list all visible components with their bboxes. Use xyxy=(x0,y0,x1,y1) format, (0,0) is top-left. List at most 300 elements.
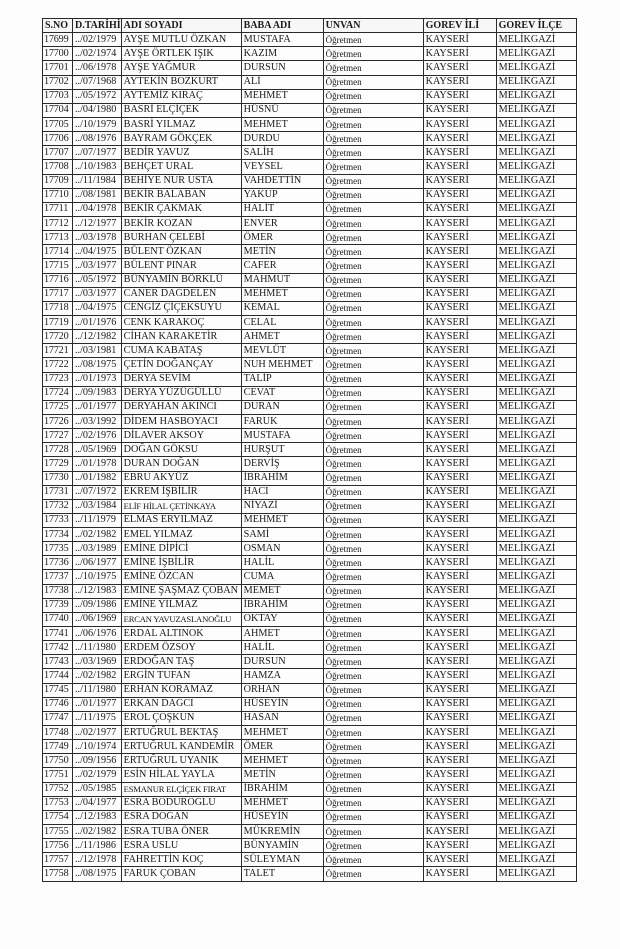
cell-title: Öğretmen xyxy=(323,89,423,103)
table-row xyxy=(43,372,577,386)
cell-province: KAYSERİ xyxy=(423,726,496,740)
cell-father-name: CAFER xyxy=(241,259,323,273)
cell-father-name: MEHMET xyxy=(241,754,323,768)
cell-sno: 17715 xyxy=(43,259,73,273)
cell-birth-date: ../08/1975 xyxy=(73,358,122,372)
cell-full-name: BEKİR KOZAN xyxy=(121,216,241,230)
cell-district: MELİKGAZİ xyxy=(496,726,576,740)
cell-sno: 17721 xyxy=(43,344,73,358)
cell-sno: 17727 xyxy=(43,429,73,443)
table-row xyxy=(43,89,577,103)
cell-district: MELİKGAZİ xyxy=(496,301,576,315)
cell-title: Öğretmen xyxy=(323,754,423,768)
cell-district: MELİKGAZİ xyxy=(496,528,576,542)
cell-father-name: İBRAHİM xyxy=(241,782,323,796)
cell-province: KAYSERİ xyxy=(423,768,496,782)
cell-birth-date: ../03/1978 xyxy=(73,231,122,245)
cell-district: MELİKGAZİ xyxy=(496,188,576,202)
cell-birth-date: ../05/1985 xyxy=(73,782,122,796)
cell-father-name: DURDU xyxy=(241,132,323,146)
cell-title: Öğretmen xyxy=(323,47,423,61)
cell-birth-date: ../12/1977 xyxy=(73,216,122,230)
table-row xyxy=(43,556,577,570)
cell-district: MELİKGAZİ xyxy=(496,655,576,669)
cell-full-name: BEKİR ÇAKMAK xyxy=(121,202,241,216)
cell-birth-date: ../04/1975 xyxy=(73,245,122,259)
cell-province: KAYSERİ xyxy=(423,598,496,612)
cell-birth-date: ../05/1972 xyxy=(73,89,122,103)
cell-title: Öğretmen xyxy=(323,598,423,612)
cell-birth-date: ../02/1982 xyxy=(73,669,122,683)
cell-father-name: MEHMET xyxy=(241,117,323,131)
table-row xyxy=(43,358,577,372)
cell-title: Öğretmen xyxy=(323,669,423,683)
cell-father-name: MEHMET xyxy=(241,287,323,301)
cell-father-name: MEHMET xyxy=(241,726,323,740)
cell-birth-date: ../11/1980 xyxy=(73,683,122,697)
cell-father-name: HALİL xyxy=(241,641,323,655)
cell-full-name: AYŞE MUTLU ÖZKAN xyxy=(121,33,241,47)
cell-full-name: BEKİR BALABAN xyxy=(121,188,241,202)
cell-title: Öğretmen xyxy=(323,202,423,216)
cell-father-name: DURAN xyxy=(241,400,323,414)
cell-sno: 17745 xyxy=(43,683,73,697)
cell-full-name: BÜLENT ÖZKAN xyxy=(121,245,241,259)
table-row xyxy=(43,683,577,697)
cell-father-name: MUSTAFA xyxy=(241,429,323,443)
cell-birth-date: ../12/1983 xyxy=(73,810,122,824)
cell-province: KAYSERİ xyxy=(423,825,496,839)
cell-province: KAYSERİ xyxy=(423,542,496,556)
cell-full-name: ERCAN YAVUZASLANOĞLU xyxy=(121,612,241,626)
cell-birth-date: ../06/1969 xyxy=(73,612,122,626)
cell-title: Öğretmen xyxy=(323,556,423,570)
cell-birth-date: ../06/1976 xyxy=(73,627,122,641)
cell-district: MELİKGAZİ xyxy=(496,245,576,259)
cell-title: Öğretmen xyxy=(323,245,423,259)
cell-district: MELİKGAZİ xyxy=(496,641,576,655)
table-row xyxy=(43,598,577,612)
cell-province: KAYSERİ xyxy=(423,584,496,598)
cell-province: KAYSERİ xyxy=(423,697,496,711)
cell-title: Öğretmen xyxy=(323,627,423,641)
cell-father-name: HALİL xyxy=(241,556,323,570)
cell-title: Öğretmen xyxy=(323,513,423,527)
table-row xyxy=(43,485,577,499)
cell-father-name: HÜSEYİN xyxy=(241,810,323,824)
cell-father-name: DURSUN xyxy=(241,61,323,75)
cell-sno: 17705 xyxy=(43,117,73,131)
table-row xyxy=(43,853,577,867)
cell-father-name: CELAL xyxy=(241,315,323,329)
cell-district: MELİKGAZİ xyxy=(496,358,576,372)
table-row xyxy=(43,584,577,598)
cell-father-name: VAHDETTİN xyxy=(241,174,323,188)
cell-district: MELİKGAZİ xyxy=(496,471,576,485)
cell-province: KAYSERİ xyxy=(423,641,496,655)
cell-district: MELİKGAZİ xyxy=(496,202,576,216)
cell-province: KAYSERİ xyxy=(423,400,496,414)
header-province: GOREV İLİ xyxy=(423,19,496,33)
cell-district: MELİKGAZİ xyxy=(496,132,576,146)
cell-full-name: ESRA BODUROĞLU xyxy=(121,796,241,810)
cell-district: MELİKGAZİ xyxy=(496,853,576,867)
cell-district: MELİKGAZİ xyxy=(496,839,576,853)
cell-full-name: CENGİZ ÇİÇEKSUYU xyxy=(121,301,241,315)
cell-sno: 17700 xyxy=(43,47,73,61)
cell-father-name: AHMET xyxy=(241,330,323,344)
cell-district: MELİKGAZİ xyxy=(496,400,576,414)
cell-father-name: NUH MEHMET xyxy=(241,358,323,372)
cell-father-name: SAMİ xyxy=(241,528,323,542)
cell-full-name: FAHRETTİN KOÇ xyxy=(121,853,241,867)
cell-title: Öğretmen xyxy=(323,344,423,358)
cell-sno: 17752 xyxy=(43,782,73,796)
cell-district: MELİKGAZİ xyxy=(496,287,576,301)
cell-father-name: ALİ xyxy=(241,75,323,89)
cell-province: KAYSERİ xyxy=(423,89,496,103)
cell-title: Öğretmen xyxy=(323,330,423,344)
table-body xyxy=(43,33,577,881)
table-row xyxy=(43,315,577,329)
cell-title: Öğretmen xyxy=(323,782,423,796)
cell-full-name: FARUK ÇOBAN xyxy=(121,867,241,881)
cell-district: MELİKGAZİ xyxy=(496,697,576,711)
cell-father-name: AHMET xyxy=(241,627,323,641)
cell-province: KAYSERİ xyxy=(423,245,496,259)
header-title: UNVAN xyxy=(323,19,423,33)
table-row xyxy=(43,245,577,259)
cell-title: Öğretmen xyxy=(323,711,423,725)
cell-sno: 17726 xyxy=(43,414,73,428)
cell-title: Öğretmen xyxy=(323,796,423,810)
cell-title: Öğretmen xyxy=(323,429,423,443)
cell-father-name: YAKUP xyxy=(241,188,323,202)
table-row xyxy=(43,542,577,556)
cell-father-name: OKTAY xyxy=(241,612,323,626)
cell-sno: 17716 xyxy=(43,273,73,287)
cell-sno: 17734 xyxy=(43,528,73,542)
cell-sno: 17723 xyxy=(43,372,73,386)
cell-father-name: HÜSEYİN xyxy=(241,697,323,711)
cell-father-name: İBRAHİM xyxy=(241,471,323,485)
cell-father-name: ÖMER xyxy=(241,231,323,245)
cell-sno: 17747 xyxy=(43,711,73,725)
cell-father-name: HALİT xyxy=(241,202,323,216)
table-row xyxy=(43,160,577,174)
cell-province: KAYSERİ xyxy=(423,202,496,216)
personnel-table xyxy=(42,18,577,882)
cell-full-name: CİHAN KARAKETİR xyxy=(121,330,241,344)
cell-full-name: EBRU AKYÜZ xyxy=(121,471,241,485)
cell-district: MELİKGAZİ xyxy=(496,754,576,768)
cell-sno: 17717 xyxy=(43,287,73,301)
cell-province: KAYSERİ xyxy=(423,471,496,485)
cell-full-name: CENK KARAKOÇ xyxy=(121,315,241,329)
cell-title: Öğretmen xyxy=(323,471,423,485)
cell-title: Öğretmen xyxy=(323,231,423,245)
cell-father-name: ENVER xyxy=(241,216,323,230)
cell-district: MELİKGAZİ xyxy=(496,174,576,188)
cell-sno: 17733 xyxy=(43,513,73,527)
table-row xyxy=(43,330,577,344)
cell-sno: 17709 xyxy=(43,174,73,188)
cell-father-name: HÜSNÜ xyxy=(241,103,323,117)
cell-province: KAYSERİ xyxy=(423,867,496,881)
cell-district: MELİKGAZİ xyxy=(496,810,576,824)
cell-full-name: EKREM İŞBİLİR xyxy=(121,485,241,499)
cell-birth-date: ../05/1969 xyxy=(73,443,122,457)
cell-birth-date: ../03/1984 xyxy=(73,499,122,513)
cell-father-name: NİYAZİ xyxy=(241,499,323,513)
cell-birth-date: ../12/1978 xyxy=(73,853,122,867)
cell-district: MELİKGAZİ xyxy=(496,61,576,75)
header-sno: S.NO xyxy=(43,19,73,33)
cell-father-name: CEVAT xyxy=(241,386,323,400)
cell-father-name: MAHMUT xyxy=(241,273,323,287)
cell-district: MELİKGAZİ xyxy=(496,612,576,626)
cell-father-name: HURŞUT xyxy=(241,443,323,457)
cell-province: KAYSERİ xyxy=(423,174,496,188)
cell-full-name: DOĞAN GÖKSU xyxy=(121,443,241,457)
cell-full-name: ERDAL ALTINOK xyxy=(121,627,241,641)
cell-province: KAYSERİ xyxy=(423,386,496,400)
cell-birth-date: ../07/1972 xyxy=(73,485,122,499)
cell-province: KAYSERİ xyxy=(423,796,496,810)
cell-sno: 17756 xyxy=(43,839,73,853)
cell-father-name: ORHAN xyxy=(241,683,323,697)
table-row xyxy=(43,202,577,216)
cell-district: MELİKGAZİ xyxy=(496,669,576,683)
cell-sno: 17724 xyxy=(43,386,73,400)
cell-province: KAYSERİ xyxy=(423,188,496,202)
cell-province: KAYSERİ xyxy=(423,627,496,641)
cell-title: Öğretmen xyxy=(323,655,423,669)
cell-sno: 17710 xyxy=(43,188,73,202)
cell-birth-date: ../01/1977 xyxy=(73,697,122,711)
cell-full-name: EMEL YILMAZ xyxy=(121,528,241,542)
table-row xyxy=(43,287,577,301)
cell-title: Öğretmen xyxy=(323,726,423,740)
cell-sno: 17754 xyxy=(43,810,73,824)
cell-sno: 17737 xyxy=(43,570,73,584)
cell-birth-date: ../08/1981 xyxy=(73,188,122,202)
table-row xyxy=(43,231,577,245)
table-row xyxy=(43,839,577,853)
table-row xyxy=(43,655,577,669)
cell-province: KAYSERİ xyxy=(423,429,496,443)
cell-full-name: CANER DAĞDELEN xyxy=(121,287,241,301)
cell-father-name: KAZIM xyxy=(241,47,323,61)
cell-title: Öğretmen xyxy=(323,740,423,754)
cell-title: Öğretmen xyxy=(323,499,423,513)
cell-birth-date: ../11/1986 xyxy=(73,839,122,853)
cell-province: KAYSERİ xyxy=(423,570,496,584)
cell-sno: 17711 xyxy=(43,202,73,216)
table-row xyxy=(43,711,577,725)
table-row xyxy=(43,259,577,273)
cell-province: KAYSERİ xyxy=(423,782,496,796)
cell-father-name: HAMZA xyxy=(241,669,323,683)
cell-sno: 17704 xyxy=(43,103,73,117)
cell-father-name: SÜLEYMAN xyxy=(241,853,323,867)
cell-district: MELİKGAZİ xyxy=(496,216,576,230)
cell-title: Öğretmen xyxy=(323,853,423,867)
cell-title: Öğretmen xyxy=(323,372,423,386)
cell-sno: 17743 xyxy=(43,655,73,669)
cell-province: KAYSERİ xyxy=(423,61,496,75)
cell-full-name: BEHÇET URAL xyxy=(121,160,241,174)
cell-province: KAYSERİ xyxy=(423,231,496,245)
table-row xyxy=(43,33,577,47)
cell-district: MELİKGAZİ xyxy=(496,47,576,61)
cell-full-name: AYTEMİZ KIRAÇ xyxy=(121,89,241,103)
cell-title: Öğretmen xyxy=(323,160,423,174)
cell-province: KAYSERİ xyxy=(423,330,496,344)
cell-sno: 17742 xyxy=(43,641,73,655)
cell-district: MELİKGAZİ xyxy=(496,867,576,881)
cell-father-name: SALİH xyxy=(241,146,323,160)
cell-full-name: ERKAN DAĞCI xyxy=(121,697,241,711)
cell-title: Öğretmen xyxy=(323,825,423,839)
cell-father-name: BÜNYAMİN xyxy=(241,839,323,853)
cell-province: KAYSERİ xyxy=(423,839,496,853)
cell-full-name: ERHAN KORAMAZ xyxy=(121,683,241,697)
cell-district: MELİKGAZİ xyxy=(496,570,576,584)
cell-title: Öğretmen xyxy=(323,443,423,457)
cell-sno: 17757 xyxy=(43,853,73,867)
cell-sno: 17725 xyxy=(43,400,73,414)
cell-birth-date: ../02/1979 xyxy=(73,768,122,782)
cell-full-name: DERYA SEVİM xyxy=(121,372,241,386)
cell-province: KAYSERİ xyxy=(423,146,496,160)
cell-province: KAYSERİ xyxy=(423,485,496,499)
cell-full-name: BURHAN ÇELEBİ xyxy=(121,231,241,245)
cell-full-name: ESRA USLU xyxy=(121,839,241,853)
cell-district: MELİKGAZİ xyxy=(496,146,576,160)
cell-title: Öğretmen xyxy=(323,132,423,146)
cell-full-name: AYTEKİN BOZKURT xyxy=(121,75,241,89)
cell-full-name: CUMA KABATAŞ xyxy=(121,344,241,358)
cell-title: Öğretmen xyxy=(323,358,423,372)
cell-birth-date: ../05/1972 xyxy=(73,273,122,287)
cell-father-name: TALET xyxy=(241,867,323,881)
cell-province: KAYSERİ xyxy=(423,528,496,542)
cell-sno: 17718 xyxy=(43,301,73,315)
cell-district: MELİKGAZİ xyxy=(496,259,576,273)
cell-birth-date: ../01/1977 xyxy=(73,400,122,414)
cell-father-name: DERVİŞ xyxy=(241,457,323,471)
cell-father-name: MEVLÜT xyxy=(241,344,323,358)
cell-full-name: ÇETİN DOĞANÇAY xyxy=(121,358,241,372)
cell-province: KAYSERİ xyxy=(423,372,496,386)
cell-province: KAYSERİ xyxy=(423,301,496,315)
cell-birth-date: ../10/1979 xyxy=(73,117,122,131)
cell-full-name: EMİNE ÖZCAN xyxy=(121,570,241,584)
cell-birth-date: ../10/1983 xyxy=(73,160,122,174)
cell-full-name: ERDOĞAN TAŞ xyxy=(121,655,241,669)
cell-title: Öğretmen xyxy=(323,146,423,160)
table-row xyxy=(43,301,577,315)
cell-full-name: EROL ÇOŞKUN xyxy=(121,711,241,725)
cell-full-name: BASRİ YILMAZ xyxy=(121,117,241,131)
cell-title: Öğretmen xyxy=(323,216,423,230)
table-row xyxy=(43,570,577,584)
cell-father-name: İBRAHİM xyxy=(241,598,323,612)
cell-sno: 17701 xyxy=(43,61,73,75)
cell-district: MELİKGAZİ xyxy=(496,273,576,287)
cell-birth-date: ../07/1968 xyxy=(73,75,122,89)
cell-province: KAYSERİ xyxy=(423,513,496,527)
cell-district: MELİKGAZİ xyxy=(496,429,576,443)
table-row xyxy=(43,457,577,471)
cell-province: KAYSERİ xyxy=(423,457,496,471)
table-row xyxy=(43,47,577,61)
cell-sno: 17739 xyxy=(43,598,73,612)
cell-province: KAYSERİ xyxy=(423,287,496,301)
cell-father-name: VEYSEL xyxy=(241,160,323,174)
cell-full-name: ERDEM ÖZSOY xyxy=(121,641,241,655)
cell-birth-date: ../01/1978 xyxy=(73,457,122,471)
table-row xyxy=(43,612,577,626)
table-row xyxy=(43,103,577,117)
cell-full-name: ERTUĞRUL UYANIK xyxy=(121,754,241,768)
table-row xyxy=(43,810,577,824)
cell-district: MELİKGAZİ xyxy=(496,315,576,329)
cell-birth-date: ../10/1975 xyxy=(73,570,122,584)
cell-district: MELİKGAZİ xyxy=(496,584,576,598)
cell-sno: 17712 xyxy=(43,216,73,230)
cell-district: MELİKGAZİ xyxy=(496,414,576,428)
cell-birth-date: ../04/1975 xyxy=(73,301,122,315)
cell-title: Öğretmen xyxy=(323,103,423,117)
table-row xyxy=(43,429,577,443)
cell-birth-date: ../02/1974 xyxy=(73,47,122,61)
table-row xyxy=(43,825,577,839)
table-row xyxy=(43,726,577,740)
cell-full-name: EMİNE İŞBİLİR xyxy=(121,556,241,570)
cell-sno: 17732 xyxy=(43,499,73,513)
cell-birth-date: ../02/1982 xyxy=(73,528,122,542)
cell-sno: 17731 xyxy=(43,485,73,499)
cell-title: Öğretmen xyxy=(323,570,423,584)
cell-full-name: ELMAS ERYILMAZ xyxy=(121,513,241,527)
cell-title: Öğretmen xyxy=(323,386,423,400)
cell-sno: 17706 xyxy=(43,132,73,146)
cell-sno: 17738 xyxy=(43,584,73,598)
cell-sno: 17729 xyxy=(43,457,73,471)
cell-title: Öğretmen xyxy=(323,528,423,542)
cell-district: MELİKGAZİ xyxy=(496,231,576,245)
cell-province: KAYSERİ xyxy=(423,499,496,513)
cell-sno: 17755 xyxy=(43,825,73,839)
cell-title: Öğretmen xyxy=(323,117,423,131)
cell-sno: 17722 xyxy=(43,358,73,372)
cell-full-name: DİLAVER AKSOY xyxy=(121,429,241,443)
header-birth-date: D.TARİHİ xyxy=(73,19,122,33)
cell-province: KAYSERİ xyxy=(423,669,496,683)
cell-title: Öğretmen xyxy=(323,584,423,598)
cell-full-name: BÜNYAMİN BÖRKLÜ xyxy=(121,273,241,287)
cell-province: KAYSERİ xyxy=(423,740,496,754)
cell-sno: 17707 xyxy=(43,146,73,160)
table-row xyxy=(43,471,577,485)
table-row xyxy=(43,740,577,754)
cell-province: KAYSERİ xyxy=(423,711,496,725)
cell-district: MELİKGAZİ xyxy=(496,372,576,386)
cell-province: KAYSERİ xyxy=(423,556,496,570)
cell-title: Öğretmen xyxy=(323,485,423,499)
